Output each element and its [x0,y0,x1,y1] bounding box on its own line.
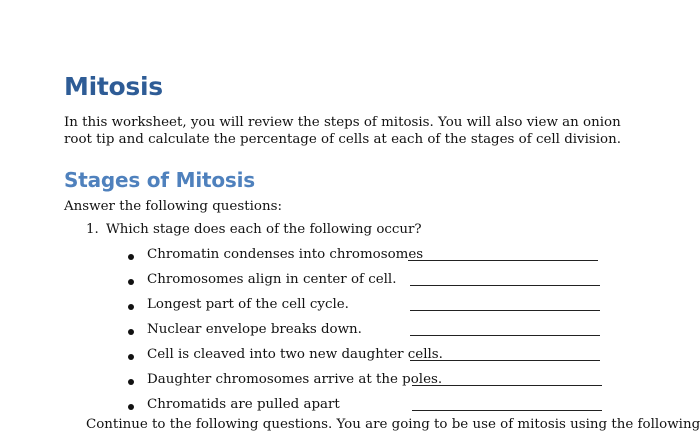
bullet-icon [128,354,134,360]
item-text: Daughter chromosomes arrive at the poles. [147,372,443,387]
answer-blank[interactable] [410,360,600,361]
section-heading: Stages of Mitosis [64,168,255,192]
list-item [124,297,604,317]
answer-blank[interactable] [408,260,598,261]
question-1 [86,222,422,237]
list-item [124,372,604,392]
item-text: Chromatin condenses into chromosomes [147,247,424,262]
bullet-icon [128,329,134,335]
item-text: Nuclear envelope breaks down. [147,322,362,337]
list-item [124,322,604,342]
page-title: Mitosis [64,72,163,101]
answer-blank[interactable] [410,285,600,286]
partial-line: Continue to the following questions. You are going to be use of mitosis using the following [86,417,700,432]
list-item [124,272,604,292]
instructions-text: Answer the following questions: [64,199,282,214]
item-text: Chromatids are pulled apart [147,397,340,412]
question-number: 1. [86,222,99,237]
bullet-icon [128,279,134,285]
bullet-icon [128,254,134,260]
bullet-icon [128,304,134,310]
answer-blank[interactable] [410,335,600,336]
answer-blank[interactable] [412,385,602,386]
intro-paragraph: In this worksheet, you will review the steps of mitosis. You will also view an onion root tip and calculate the percentage of cells at each of the stages of cell division. [64,115,621,147]
list-item [124,247,604,267]
answer-blank[interactable] [410,310,600,311]
bullet-icon [128,404,134,410]
item-text: Chromosomes align in center of cell. [147,272,397,287]
item-text: Longest part of the cell cycle. [147,297,349,312]
item-text: Cell is cleaved into two new daughter cells. [147,347,443,362]
question-text: Which stage does each of the following occur? [106,222,422,237]
list-item [124,397,604,417]
answer-blank[interactable] [412,410,602,411]
bullet-icon [128,379,134,385]
list-item [124,347,604,367]
